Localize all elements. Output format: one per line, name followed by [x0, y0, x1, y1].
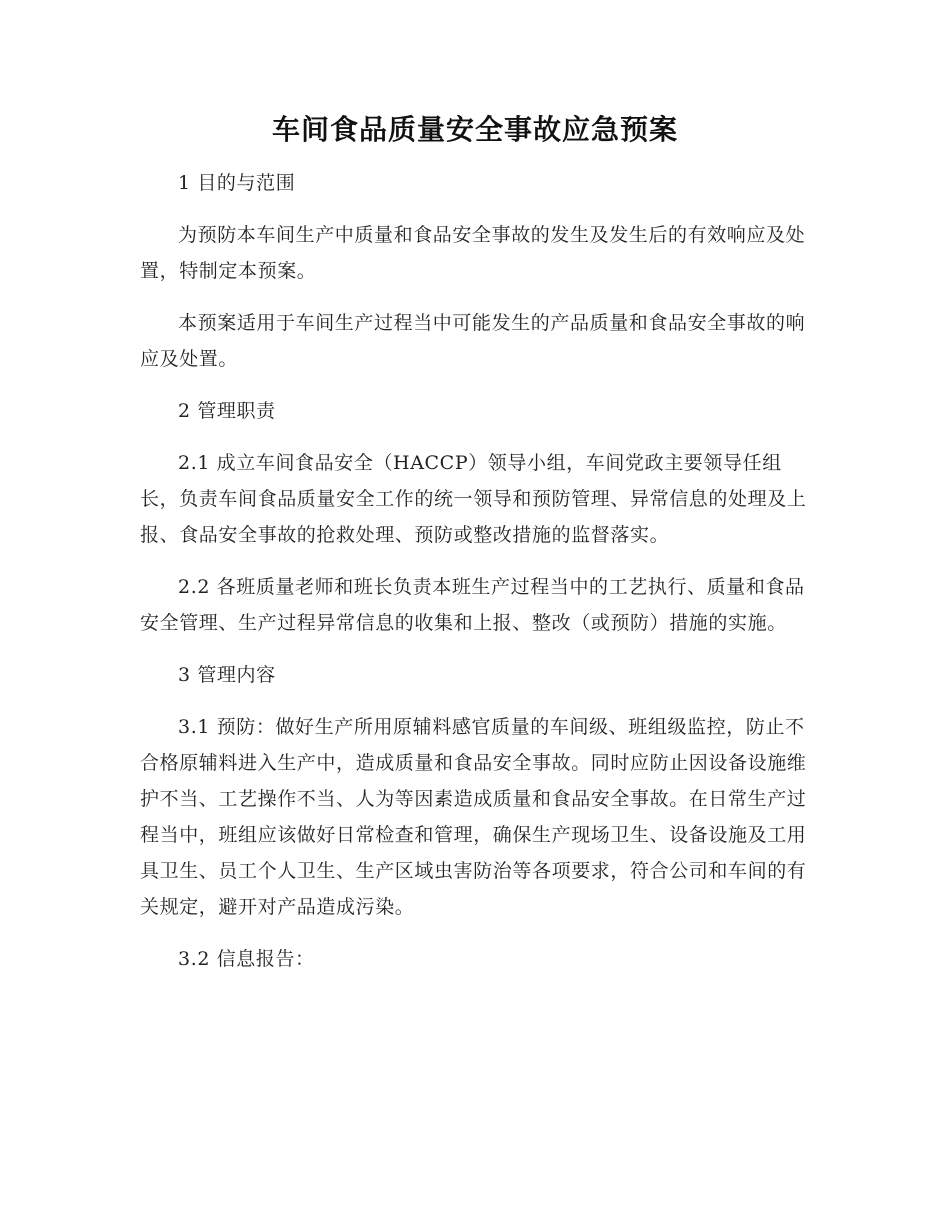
paragraph-purpose: 为预防本车间生产中质量和食品安全事故的发生及发生后的有效响应及处置，特制定本预案。	[140, 224, 806, 282]
paragraph-3-1: 3.1 预防：做好生产所用原辅料感官质量的车间级、班组级监控，防止不合格原辅料进入生产中，造成质量和食品安全事故。同时应防止因设备设施维护不当、工艺操作不当、人为等因素造成质量和食品安全事故。在日常生产过程当中，班组应该做好日常检查和管理，确保生产现场卫生、设备设施及工用具卫生、员工个人卫生、生产区域虫害防治等各项要求，符合公司和车间的有关规定，避开对产品造成污染。	[140, 716, 807, 918]
paragraph-2-2: 2.2 各班质量老师和班长负责本班生产过程当中的工艺执行、质量和食品安全管理、生产过程异常信息的收集和上报、整改（或预防）措施的实施。	[140, 576, 805, 634]
section-heading-responsibilities: 2 管理职责	[178, 400, 276, 422]
document-body	[140, 165, 810, 993]
paragraph-2-1: 2.1 成立车间食品安全（HACCP）领导小组，车间党政主要领导任组长，负责车间食品质量安全工作的统一领导和预防管理、异常信息的处理及上报、食品安全事故的抢救处理、预防或整改措施的监督落实。	[140, 452, 807, 546]
paragraph-scope: 本预案适用于车间生产过程当中可能发生的产品质量和食品安全事故的响应及处置。	[140, 312, 806, 370]
document-title: 车间食品质量安全事故应急预案	[271, 113, 678, 146]
section-heading-3-2: 3.2 信息报告：	[178, 948, 315, 970]
section-heading-content: 3 管理内容	[178, 664, 276, 686]
section-heading-purpose: 1 目的与范围	[178, 172, 296, 194]
